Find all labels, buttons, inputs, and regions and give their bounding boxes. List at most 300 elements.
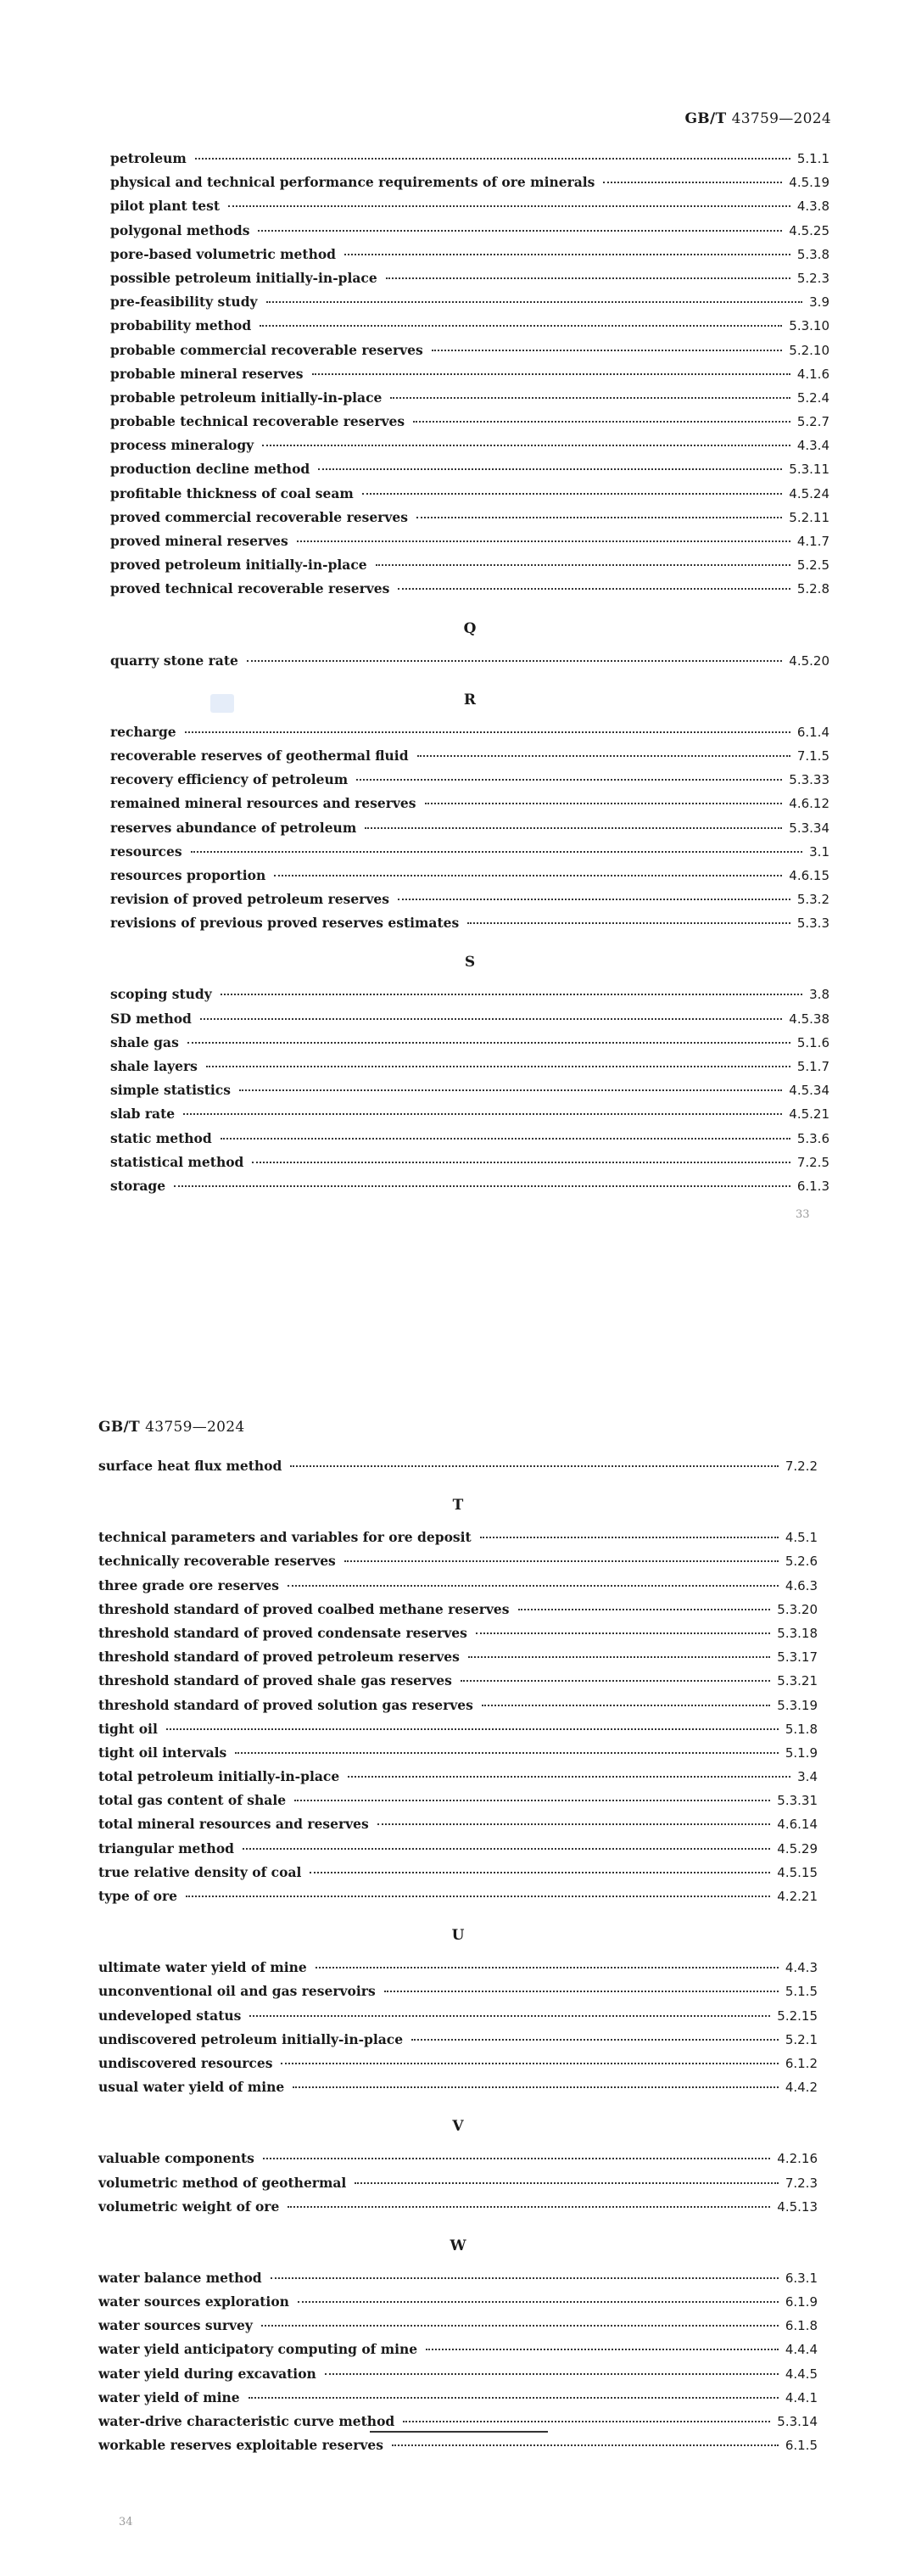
dot-leader — [187, 1042, 790, 1044]
entry-reference: 4.3.8 — [796, 199, 829, 215]
entry-reference: 5.2.3 — [796, 270, 829, 286]
entry-term: water yield during excavation — [98, 2365, 316, 2382]
entry-reference: 4.4.3 — [785, 1960, 818, 1976]
entry-term: undiscovered resources — [98, 2054, 273, 2071]
dot-leader — [249, 2397, 779, 2399]
dot-leader — [376, 564, 790, 566]
entry-term: shale layers — [110, 1058, 198, 1074]
section-letter: R — [463, 691, 477, 708]
dot-leader — [384, 1991, 779, 1992]
entry-reference: 4.4.2 — [785, 2080, 818, 2096]
entry-term: possible petroleum initially-in-place — [110, 269, 377, 286]
entry-term: water-drive characteristic curve method — [98, 2413, 395, 2429]
entry-term: scoping study — [110, 986, 212, 1003]
dot-leader — [365, 827, 782, 829]
entry-reference: 5.3.3 — [796, 916, 829, 932]
entry-term: triangular method — [98, 1840, 234, 1856]
entry-term: probable mineral reserves — [110, 365, 304, 382]
index-entry — [110, 1082, 829, 1106]
dot-leader — [290, 1465, 778, 1467]
entry-reference: 5.3.8 — [796, 246, 829, 262]
index-entry — [98, 1768, 818, 1792]
index-entry — [110, 342, 829, 366]
dot-leader — [425, 803, 783, 804]
index-entry — [110, 748, 829, 771]
entry-reference: 4.5.19 — [789, 175, 829, 191]
dot-leader — [344, 254, 790, 255]
entry-reference: 5.1.8 — [785, 1721, 818, 1737]
entry-reference: 5.3.19 — [777, 1697, 818, 1713]
entry-reference: 7.2.3 — [785, 2175, 818, 2191]
dot-leader — [411, 2039, 779, 2041]
entry-reference: 5.1.5 — [785, 1984, 818, 2000]
index-entry — [110, 150, 829, 174]
section-letter: U — [451, 1927, 465, 1945]
dot-leader — [271, 2277, 779, 2279]
entry-reference: 6.1.8 — [785, 2318, 818, 2334]
page-number: 33 — [796, 1208, 810, 1221]
standard-number: 43759—2024 — [731, 110, 831, 127]
entry-term: revision of proved petroleum reserves — [110, 891, 389, 908]
index-entry — [98, 1553, 818, 1576]
entry-reference: 7.1.5 — [796, 748, 829, 764]
index-entry — [110, 389, 829, 413]
index-entry — [110, 485, 829, 509]
index-entry — [110, 1011, 829, 1034]
entry-reference: 4.6.15 — [789, 867, 829, 883]
dot-leader — [403, 2421, 770, 2422]
entry-term: probability method — [110, 317, 252, 334]
index-entry — [110, 580, 829, 604]
dot-leader — [362, 493, 782, 495]
dot-leader — [310, 1872, 770, 1873]
dot-leader — [398, 588, 790, 590]
entry-term: pre-feasibility study — [110, 294, 258, 311]
entry-term: polygonal methods — [110, 221, 250, 238]
entry-term: water yield anticipatory computing of mine — [98, 2341, 418, 2358]
entry-reference: 3.8 — [809, 987, 829, 1003]
dot-leader — [318, 468, 782, 470]
dot-leader — [377, 1823, 771, 1825]
dot-leader — [416, 517, 782, 518]
index-entry — [110, 1154, 829, 1178]
dot-leader — [221, 994, 802, 995]
entry-term: threshold standard of proved solution gas reserves — [98, 1696, 473, 1713]
entry-term: statistical method — [110, 1153, 244, 1170]
index-entry — [98, 2317, 818, 2341]
dot-leader — [288, 1585, 779, 1587]
entry-term: threshold standard of proved shale gas reserves — [98, 1672, 452, 1689]
index-entry — [98, 1625, 818, 1649]
dot-leader — [426, 2349, 779, 2350]
dot-leader — [191, 851, 803, 853]
index-entry — [110, 652, 829, 676]
entry-term: ultimate water yield of mine — [98, 1959, 307, 1976]
dot-leader — [166, 1728, 779, 1730]
index-entry — [98, 1529, 818, 1553]
dot-leader — [288, 2206, 770, 2208]
standard-prefix: GB/T — [98, 1419, 140, 1436]
entry-reference: 4.5.24 — [789, 485, 829, 501]
index-entry — [98, 1816, 818, 1840]
entry-reference: 6.1.2 — [785, 2055, 818, 2071]
entry-reference: 5.3.20 — [777, 1601, 818, 1617]
dot-leader — [252, 1162, 790, 1163]
dot-leader — [467, 922, 790, 924]
entry-term: technical parameters and variables for ore deposit — [98, 1529, 472, 1546]
index-entry — [110, 222, 829, 246]
index-page-34 — [0, 1273, 916, 2576]
entry-term: surface heat flux method — [98, 1458, 282, 1474]
dot-leader — [249, 2015, 770, 2017]
entry-term: probable petroleum initially-in-place — [110, 389, 383, 406]
entry-reference: 3.4 — [797, 1769, 818, 1785]
entry-reference: 4.4.5 — [785, 2366, 818, 2382]
entry-term: three grade ore reserves — [98, 1576, 279, 1593]
section-letter: V — [452, 2118, 464, 2136]
index-entry — [98, 2055, 818, 2079]
index-entry — [98, 2079, 818, 2103]
dot-leader — [235, 1752, 779, 1754]
entry-reference: 5.2.5 — [796, 557, 829, 574]
section-letter: W — [450, 2237, 466, 2254]
entry-reference: 3.9 — [809, 294, 829, 311]
dot-leader — [247, 660, 782, 662]
index-entry — [110, 198, 829, 221]
dot-leader — [228, 205, 790, 207]
index-entry — [110, 1106, 829, 1129]
entry-reference: 4.5.29 — [777, 1840, 818, 1856]
dot-leader — [297, 540, 790, 542]
index-entry — [98, 2270, 818, 2293]
dot-leader — [281, 2063, 778, 2064]
index-entry — [98, 2150, 818, 2174]
index-entry — [98, 2198, 818, 2222]
index-entry — [98, 1577, 818, 1601]
index-entry — [98, 1458, 818, 1481]
index-entry — [98, 1721, 818, 1744]
dot-leader — [355, 2182, 779, 2184]
entry-reference: 4.2.21 — [777, 1889, 818, 1904]
section-letter: T — [452, 1497, 464, 1515]
index-entry — [110, 915, 829, 938]
index-entry — [98, 1792, 818, 1816]
dot-leader — [348, 1776, 790, 1778]
entry-term: unconventional oil and gas reservoirs — [98, 1983, 376, 2000]
dot-leader — [293, 2086, 779, 2088]
entry-reference: 7.2.2 — [785, 1459, 818, 1474]
entry-term: slab rate — [110, 1106, 176, 1123]
entry-term: threshold standard of proved petroleum reserves — [98, 1649, 460, 1666]
index-entry — [110, 461, 829, 484]
entry-term: shale gas — [110, 1033, 179, 1050]
index-entry — [110, 724, 829, 748]
entry-term: undiscovered petroleum initially-in-place — [98, 2030, 404, 2047]
entry-reference: 5.3.6 — [796, 1130, 829, 1146]
entry-term: technically recoverable reserves — [98, 1553, 336, 1570]
dot-leader — [603, 182, 782, 183]
dot-leader — [200, 1018, 782, 1020]
entry-term: resources — [110, 843, 182, 860]
index-entry — [110, 509, 829, 533]
dot-leader — [398, 899, 790, 900]
entry-term: valuable components — [98, 2150, 254, 2167]
index-entry — [98, 1697, 818, 1721]
entry-term: remained mineral resources and reserves — [110, 795, 416, 812]
entry-reference: 5.2.11 — [789, 509, 829, 525]
entry-term: storage — [110, 1177, 166, 1194]
entry-reference: 4.5.15 — [777, 1864, 818, 1880]
entry-reference: 4.5.1 — [785, 1530, 818, 1546]
entry-reference: 5.3.2 — [796, 892, 829, 908]
entry-term: pore-based volumetric method — [110, 245, 337, 262]
entry-term: simple statistics — [110, 1082, 231, 1099]
index-entry — [110, 413, 829, 437]
entry-term: workable reserves exploitable reserves — [98, 2437, 384, 2454]
index-entry — [110, 1130, 829, 1154]
entry-reference: 7.2.5 — [796, 1154, 829, 1170]
entry-term: undeveloped status — [98, 2007, 242, 2024]
entry-term: usual water yield of mine — [98, 2079, 285, 2096]
dot-leader — [274, 875, 782, 876]
entry-term: proved commercial recoverable reserves — [110, 508, 408, 525]
entry-reference: 5.2.8 — [796, 581, 829, 597]
entry-term: volumetric method of geothermal — [98, 2174, 347, 2191]
section-letter: S — [464, 954, 476, 972]
index-entry — [110, 294, 829, 317]
dot-leader — [356, 779, 782, 781]
entry-term: resources proportion — [110, 866, 266, 883]
entry-reference: 4.1.6 — [796, 366, 829, 382]
entry-term: static method — [110, 1129, 212, 1146]
index-entry — [98, 2175, 818, 2198]
index-entry — [110, 1058, 829, 1082]
entry-term: total gas content of shale — [98, 1792, 287, 1809]
entry-reference: 5.3.21 — [777, 1673, 818, 1689]
entry-term: total petroleum initially-in-place — [98, 1768, 340, 1785]
entry-term: proved mineral reserves — [110, 533, 288, 549]
entry-reference: 5.1.7 — [796, 1059, 829, 1074]
entry-reference: 5.1.6 — [796, 1034, 829, 1050]
entry-term: SD method — [110, 1010, 192, 1027]
dot-leader — [243, 1848, 770, 1850]
index-entry — [98, 1649, 818, 1672]
entry-term: recharge — [110, 723, 176, 740]
entry-reference: 4.4.4 — [785, 2342, 818, 2358]
entry-term: revisions of previous proved reserves estimates — [110, 915, 460, 932]
entry-reference: 4.5.13 — [777, 2198, 818, 2215]
index-entry — [110, 795, 829, 819]
index-entry — [98, 1601, 818, 1625]
entry-term: volumetric weight of ore — [98, 2198, 280, 2215]
index-entry — [98, 1959, 818, 1983]
entry-reference: 6.3.1 — [785, 2270, 818, 2286]
entry-term: petroleum — [110, 150, 187, 166]
entry-reference: 5.1.9 — [785, 1744, 818, 1761]
entry-term: recoverable reserves of geothermal fluid — [110, 747, 409, 764]
entry-term: proved technical recoverable reserves — [110, 580, 390, 597]
index-entry — [110, 986, 829, 1010]
dot-leader — [266, 301, 803, 303]
dot-leader — [417, 755, 790, 757]
dot-leader — [206, 1066, 790, 1067]
entry-term: probable technical recoverable reserves — [110, 413, 405, 430]
dot-leader — [185, 731, 790, 733]
index-entry — [110, 317, 829, 341]
entry-term: proved petroleum initially-in-place — [110, 557, 367, 574]
entry-reference: 5.2.15 — [777, 2008, 818, 2024]
standard-header — [98, 1419, 245, 1436]
entry-term: threshold standard of proved condensate reserves — [98, 1624, 467, 1641]
standard-number: 43759—2024 — [145, 1419, 245, 1436]
index-entry — [110, 437, 829, 461]
index-entry — [98, 1983, 818, 2007]
entry-reference: 4.6.3 — [785, 1577, 818, 1593]
index-entry — [98, 2031, 818, 2055]
dot-leader — [195, 158, 790, 160]
entry-reference: 4.2.16 — [777, 2151, 818, 2167]
entry-term: recovery efficiency of petroleum — [110, 771, 349, 788]
entry-term: water yield of mine — [98, 2388, 240, 2405]
page-number: 34 — [119, 2516, 133, 2528]
dot-leader — [312, 373, 790, 375]
entry-reference: 6.1.3 — [796, 1178, 829, 1194]
dot-leader — [263, 2158, 770, 2159]
entry-reference: 4.5.20 — [789, 652, 829, 669]
index-entry — [98, 2341, 818, 2365]
index-entry — [110, 174, 829, 198]
entry-reference: 5.3.17 — [777, 1649, 818, 1666]
end-rule — [370, 2431, 548, 2433]
entry-reference: 5.2.1 — [785, 2031, 818, 2047]
entry-reference: 4.4.1 — [785, 2389, 818, 2405]
index-entry — [98, 1888, 818, 1912]
dot-leader — [386, 277, 790, 279]
entry-term: total mineral resources and reserves — [98, 1816, 369, 1833]
entry-term: tight oil — [98, 1720, 158, 1737]
entry-reference: 5.3.14 — [777, 2414, 818, 2429]
index-entry — [110, 1178, 829, 1201]
index-entry — [98, 2389, 818, 2413]
dot-leader — [262, 445, 790, 446]
dot-leader — [480, 1537, 779, 1538]
index-entry — [110, 270, 829, 294]
entry-reference: 4.5.34 — [789, 1083, 829, 1099]
dot-leader — [294, 1800, 770, 1801]
entry-term: water balance method — [98, 2269, 262, 2286]
entry-reference: 4.5.38 — [789, 1011, 829, 1027]
entry-reference: 4.6.12 — [789, 796, 829, 812]
entry-reference: 4.1.7 — [796, 534, 829, 549]
dot-leader — [476, 1632, 770, 1634]
entry-reference: 5.2.4 — [796, 389, 829, 406]
entry-reference: 5.3.33 — [789, 772, 829, 788]
dot-leader — [392, 2444, 779, 2446]
entry-reference: 3.1 — [809, 843, 829, 860]
dot-leader — [298, 2301, 779, 2303]
index-entry — [98, 1840, 818, 1864]
entry-reference: 4.3.4 — [796, 438, 829, 454]
entry-reference: 5.3.10 — [789, 318, 829, 334]
index-entry — [110, 533, 829, 557]
entry-term: type of ore — [98, 1888, 178, 1904]
dot-leader — [461, 1680, 770, 1682]
index-entry — [110, 820, 829, 843]
entry-reference: 4.5.21 — [789, 1106, 829, 1123]
dot-leader — [482, 1705, 770, 1706]
standard-prefix: GB/T — [684, 110, 727, 127]
dot-leader — [468, 1656, 770, 1658]
index-entry — [110, 891, 829, 915]
entry-reference: 5.3.18 — [777, 1625, 818, 1641]
index-list — [98, 1458, 818, 2461]
dot-leader — [344, 1560, 779, 1562]
entry-reference: 5.1.1 — [796, 151, 829, 166]
entry-reference: 6.1.5 — [785, 2438, 818, 2454]
index-entry — [98, 1672, 818, 1696]
dot-leader — [260, 325, 782, 327]
index-entry — [110, 867, 829, 891]
dot-leader — [258, 230, 782, 232]
entry-term: tight oil intervals — [98, 1744, 227, 1761]
index-entry — [98, 2293, 818, 2317]
section-letter: Q — [463, 619, 477, 637]
index-entry — [98, 2008, 818, 2031]
entry-term: profitable thickness of coal seam — [110, 484, 354, 501]
entry-term: water sources survey — [98, 2317, 253, 2334]
entry-reference: 5.2.10 — [789, 342, 829, 358]
index-entry — [98, 1864, 818, 1888]
entry-reference: 5.2.7 — [796, 414, 829, 430]
entry-reference: 5.3.34 — [789, 820, 829, 836]
index-entry — [110, 246, 829, 270]
entry-term: production decline method — [110, 461, 310, 478]
entry-reference: 4.5.25 — [789, 222, 829, 238]
entry-term: true relative density of coal — [98, 1863, 302, 1880]
dot-leader — [413, 421, 790, 423]
index-page-33 — [0, 0, 916, 1273]
entry-reference: 5.3.31 — [777, 1793, 818, 1809]
standard-header — [684, 110, 831, 127]
dot-leader — [183, 1113, 782, 1115]
dot-leader — [261, 2325, 779, 2327]
entry-term: physical and technical performance requirements of ore minerals — [110, 174, 595, 191]
index-entry — [98, 2413, 818, 2437]
entry-term: reserves abundance of petroleum — [110, 819, 357, 836]
entry-term: pilot plant test — [110, 198, 221, 215]
dot-leader — [390, 397, 790, 399]
index-entry — [110, 771, 829, 795]
entry-term: probable commercial recoverable reserves — [110, 341, 423, 358]
entry-term: quarry stone rate — [110, 652, 238, 669]
index-entry — [98, 2437, 818, 2461]
dot-leader — [221, 1138, 790, 1140]
entry-reference: 6.1.9 — [785, 2294, 818, 2310]
index-entry — [110, 557, 829, 580]
dot-leader — [518, 1609, 771, 1610]
entry-term: threshold standard of proved coalbed methane reserves — [98, 1600, 510, 1617]
entry-term: water sources exploration — [98, 2293, 289, 2310]
dot-leader — [316, 1967, 779, 1968]
index-entry — [98, 2366, 818, 2389]
dot-leader — [239, 1089, 782, 1091]
dot-leader — [186, 1896, 770, 1897]
index-entry — [110, 366, 829, 389]
entry-reference: 5.2.6 — [785, 1554, 818, 1570]
entry-reference: 6.1.4 — [796, 724, 829, 740]
entry-term: process mineralogy — [110, 437, 254, 454]
dot-leader — [174, 1185, 790, 1187]
